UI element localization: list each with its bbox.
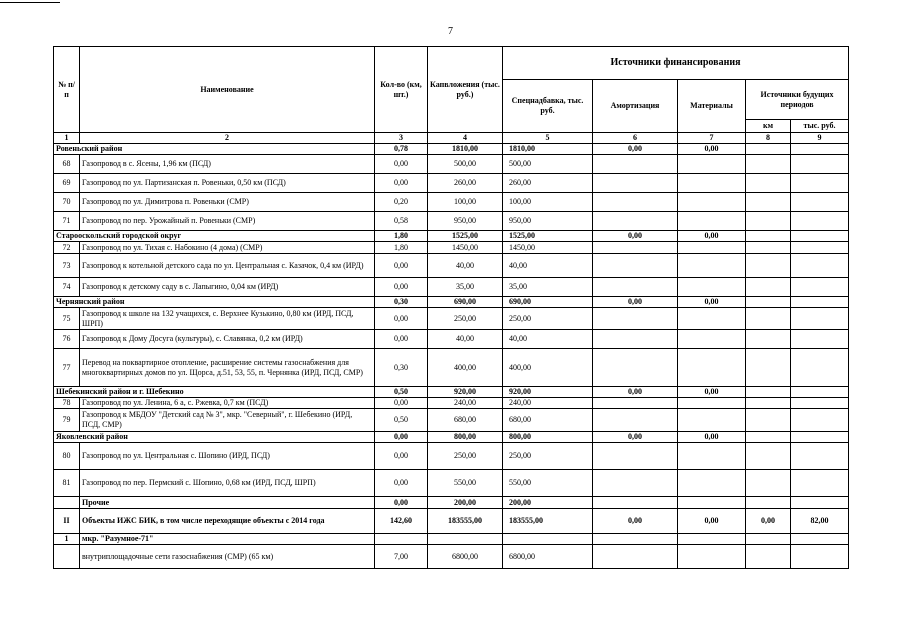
capex-cell: 260,00 [428,174,503,193]
row-name: Газопровод по пер. Пермский с. Шопино, 0,68 км (ИРД, ПСД, ШРП) [80,470,375,497]
materials-cell: 0,00 [678,387,746,398]
amortization-cell [593,443,678,470]
materials-cell [678,193,746,212]
row-index: 78 [54,398,80,409]
amortization-cell [593,497,678,509]
future-km-cell [746,254,791,278]
amortization-cell [593,212,678,231]
column-numbers-row [54,133,849,144]
materials-cell [678,155,746,174]
future-km-cell [746,308,791,330]
row-name: Газопровод к МБДОУ "Детский сад № 3", мкр. "Северный", г. Шебекино (ИРД, ПСД, СМР) [80,409,375,432]
table-row [54,398,849,409]
future-km-cell: 0,00 [746,509,791,534]
capex-cell: 400,00 [428,349,503,387]
colnum: 9 [791,133,849,144]
capex-cell: 35,00 [428,278,503,297]
row-index: 72 [54,242,80,254]
materials-cell [678,174,746,193]
colnum: 5 [503,133,593,144]
capex-cell: 680,00 [428,409,503,432]
materials-cell [678,254,746,278]
future-thous-cell [791,231,849,242]
future-thous-cell [791,349,849,387]
materials-cell [678,545,746,569]
header-materials: Материалы [678,80,746,133]
amortization-cell: 0,00 [593,387,678,398]
materials-cell [678,242,746,254]
row-name: Объекты ИЖС БИК, в том числе переходящие объекты с 2014 года [80,509,375,534]
group-name: Яковлевский район [54,432,375,443]
capex-cell: 250,00 [428,308,503,330]
amortization-cell [593,534,678,545]
table-row [54,308,849,330]
qty-cell: 0,00 [375,174,428,193]
header-capex: Капвложения (тыс. руб.) [428,47,503,133]
row-name: Газопровод по ул. Центральная с. Шопино (ИРД, ПСД) [80,443,375,470]
section-row [54,509,849,534]
table-row [54,409,849,432]
group-name: Старооскольский городской округ [54,231,375,242]
row-name: мкр. "Разумное-71" [80,534,375,545]
qty-cell: 0,50 [375,387,428,398]
table-row [54,155,849,174]
future-km-cell [746,297,791,308]
capex-cell: 1810,00 [428,144,503,155]
future-thous-cell [791,497,849,509]
surcharge-cell: 1810,00 [503,144,593,155]
colnum: 3 [375,133,428,144]
future-km-cell [746,349,791,387]
qty-cell: 0,00 [375,470,428,497]
future-km-cell [746,330,791,349]
row-name: Газопровод по ул. Ленина, 6 а, с. Ржевка, 0,7 км (ПСД) [80,398,375,409]
surcharge-cell: 6800,00 [503,545,593,569]
materials-cell [678,497,746,509]
amortization-cell [593,398,678,409]
capex-cell: 800,00 [428,432,503,443]
table-body [54,144,849,569]
surcharge-cell: 35,00 [503,278,593,297]
surcharge-cell: 200,00 [503,497,593,509]
row-index: 80 [54,443,80,470]
table-row [54,278,849,297]
amortization-cell [593,409,678,432]
colnum: 4 [428,133,503,144]
future-thous-cell [791,193,849,212]
capex-cell: 920,00 [428,387,503,398]
row-name: Газопровод по ул. Тихая с. Набокино (4 дома) (СМР) [80,242,375,254]
amortization-cell [593,349,678,387]
page-number: 7 [448,26,453,37]
group-row [54,231,849,242]
future-km-cell [746,387,791,398]
header-num: № п/п [54,47,80,133]
amortization-cell [593,470,678,497]
qty-cell: 142,60 [375,509,428,534]
qty-cell: 0,00 [375,443,428,470]
table-row [54,193,849,212]
table-row [54,534,849,545]
capex-cell: 550,00 [428,470,503,497]
amortization-cell [593,242,678,254]
capex-cell [428,534,503,545]
capex-cell: 6800,00 [428,545,503,569]
future-thous-cell [791,242,849,254]
materials-cell [678,308,746,330]
future-km-cell [746,398,791,409]
materials-cell [678,470,746,497]
materials-cell [678,409,746,432]
group-name: Чернянский район [54,297,375,308]
future-km-cell [746,470,791,497]
amortization-cell [593,308,678,330]
table-row [54,545,849,569]
future-km-cell [746,443,791,470]
materials-cell: 0,00 [678,297,746,308]
future-km-cell [746,278,791,297]
header-thous: тыс. руб. [791,120,849,133]
surcharge-cell: 1450,00 [503,242,593,254]
surcharge-cell: 260,00 [503,174,593,193]
future-thous-cell [791,330,849,349]
future-thous-cell [791,387,849,398]
capex-cell: 40,00 [428,254,503,278]
surcharge-cell: 1525,00 [503,231,593,242]
qty-cell: 0,58 [375,212,428,231]
row-index: 76 [54,330,80,349]
surcharge-cell: 950,00 [503,212,593,231]
amortization-cell: 0,00 [593,509,678,534]
future-thous-cell [791,144,849,155]
capex-cell: 1525,00 [428,231,503,242]
header-surcharge: Спецнадбавка, тыс. руб. [503,80,593,133]
row-name: внутриплощадочные сети газоснабжения (СМР) (65 км) [80,545,375,569]
qty-cell: 0,30 [375,349,428,387]
group-row [54,387,849,398]
surcharge-cell: 183555,00 [503,509,593,534]
materials-cell [678,443,746,470]
future-km-cell [746,155,791,174]
materials-cell: 0,00 [678,432,746,443]
header-km: км [746,120,791,133]
materials-cell [678,349,746,387]
surcharge-cell: 250,00 [503,443,593,470]
surcharge-cell [503,534,593,545]
future-km-cell [746,534,791,545]
capex-cell: 250,00 [428,443,503,470]
amortization-cell [593,193,678,212]
colnum: 2 [80,133,375,144]
header-future-periods: Источники будущих периодов [746,80,849,120]
colnum: 7 [678,133,746,144]
surcharge-cell: 690,00 [503,297,593,308]
qty-cell: 1,80 [375,242,428,254]
group-row [54,297,849,308]
group-name: Ровеньский район [54,144,375,155]
row-name: Перевод на поквартирное отопление, расширение системы газоснабжения для многоквартирных домов по ул. Щорса, д.51, 53, 55, п. Чернянка (ИРД, ПСД, СМР) [80,349,375,387]
financing-table [53,46,849,569]
materials-cell [678,330,746,349]
row-index: 73 [54,254,80,278]
future-thous-cell [791,545,849,569]
amortization-cell [593,254,678,278]
qty-cell: 0,00 [375,398,428,409]
capex-cell: 500,00 [428,155,503,174]
row-index: 74 [54,278,80,297]
surcharge-cell: 920,00 [503,387,593,398]
materials-cell: 0,00 [678,144,746,155]
row-index: 79 [54,409,80,432]
colnum: 1 [54,133,80,144]
row-index: 77 [54,349,80,387]
future-km-cell [746,174,791,193]
future-km-cell [746,144,791,155]
future-km-cell [746,231,791,242]
qty-cell: 7,00 [375,545,428,569]
qty-cell: 0,00 [375,155,428,174]
row-index: 75 [54,308,80,330]
group-row [54,144,849,155]
header-qty: Кол-во (км, шт.) [375,47,428,133]
row-name: Газопровод по пер. Урожайный п. Ровеньки (СМР) [80,212,375,231]
capex-cell: 240,00 [428,398,503,409]
table-row [54,242,849,254]
future-thous-cell [791,212,849,231]
future-thous-cell [791,432,849,443]
row-name: Газопровод по ул. Партизанская п. Ровеньки, 0,50 км (ПСД) [80,174,375,193]
table-row [54,254,849,278]
row-name: Прочие [80,497,375,509]
future-km-cell [746,242,791,254]
row-name: Газопровод к Дому Досуга (культуры), с. Славянка, 0,2 км (ИРД) [80,330,375,349]
capex-cell: 100,00 [428,193,503,212]
future-km-cell [746,497,791,509]
future-thous-cell [791,470,849,497]
capex-cell: 950,00 [428,212,503,231]
future-thous-cell [791,254,849,278]
surcharge-cell: 400,00 [503,349,593,387]
amortization-cell: 0,00 [593,432,678,443]
capex-cell: 1450,00 [428,242,503,254]
row-name: Газопровод к детскому саду в с. Лапыгино, 0,04 км (ИРД) [80,278,375,297]
capex-cell: 200,00 [428,497,503,509]
future-thous-cell [791,534,849,545]
corner-rule [0,2,60,3]
table-row [54,470,849,497]
future-thous-cell [791,409,849,432]
qty-cell: 0,00 [375,330,428,349]
surcharge-cell: 240,00 [503,398,593,409]
amortization-cell [593,330,678,349]
table-row [54,497,849,509]
surcharge-cell: 40,00 [503,254,593,278]
future-thous-cell [791,308,849,330]
future-thous-cell: 82,00 [791,509,849,534]
qty-cell: 0,30 [375,297,428,308]
table-row [54,174,849,193]
table-row [54,443,849,470]
header-sources: Источники финансирования [503,47,849,80]
qty-cell: 0,00 [375,432,428,443]
row-index: 70 [54,193,80,212]
future-km-cell [746,545,791,569]
header-name: Наименование [80,47,375,133]
amortization-cell: 0,00 [593,297,678,308]
materials-cell [678,398,746,409]
amortization-cell [593,174,678,193]
qty-cell: 0,20 [375,193,428,212]
future-thous-cell [791,278,849,297]
amortization-cell [593,155,678,174]
future-km-cell [746,432,791,443]
colnum: 6 [593,133,678,144]
table-row [54,330,849,349]
row-index: 1 [54,534,80,545]
surcharge-cell: 680,00 [503,409,593,432]
capex-cell: 690,00 [428,297,503,308]
surcharge-cell: 500,00 [503,155,593,174]
group-name: Шебекинский район и г. Шебекино [54,387,375,398]
row-index: 81 [54,470,80,497]
amortization-cell: 0,00 [593,144,678,155]
future-thous-cell [791,155,849,174]
row-name: Газопровод по ул. Димитрова п. Ровеньки (СМР) [80,193,375,212]
qty-cell: 1,80 [375,231,428,242]
row-name: Газопровод к школе на 132 учащихся, с. Верхнее Кузькино, 0,80 км (ИРД, ПСД, ШРП) [80,308,375,330]
row-name: Газопровод в с. Ясены, 1,96 км (ПСД) [80,155,375,174]
row-index [54,545,80,569]
row-index: II [54,509,80,534]
amortization-cell: 0,00 [593,231,678,242]
materials-cell [678,212,746,231]
qty-cell: 0,00 [375,278,428,297]
row-index: 68 [54,155,80,174]
future-thous-cell [791,174,849,193]
surcharge-cell: 550,00 [503,470,593,497]
surcharge-cell: 40,00 [503,330,593,349]
surcharge-cell: 100,00 [503,193,593,212]
surcharge-cell: 800,00 [503,432,593,443]
capex-cell: 183555,00 [428,509,503,534]
qty-cell: 0,78 [375,144,428,155]
row-name: Газопровод к котельной детского сада по ул. Центральная с. Казачок, 0,4 км (ИРД) [80,254,375,278]
colnum: 8 [746,133,791,144]
capex-cell: 40,00 [428,330,503,349]
surcharge-cell: 250,00 [503,308,593,330]
qty-cell: 0,00 [375,254,428,278]
table-row [54,349,849,387]
materials-cell: 0,00 [678,231,746,242]
future-km-cell [746,212,791,231]
materials-cell [678,278,746,297]
future-km-cell [746,193,791,212]
materials-cell: 0,00 [678,509,746,534]
future-thous-cell [791,443,849,470]
materials-cell [678,534,746,545]
qty-cell: 0,50 [375,409,428,432]
group-row [54,432,849,443]
amortization-cell [593,545,678,569]
row-index: 69 [54,174,80,193]
qty-cell: 0,00 [375,308,428,330]
row-index [54,497,80,509]
row-index: 71 [54,212,80,231]
future-thous-cell [791,398,849,409]
future-km-cell [746,409,791,432]
table-row [54,212,849,231]
future-thous-cell [791,297,849,308]
qty-cell [375,534,428,545]
amortization-cell [593,278,678,297]
header-amortization: Амортизация [593,80,678,133]
qty-cell: 0,00 [375,497,428,509]
